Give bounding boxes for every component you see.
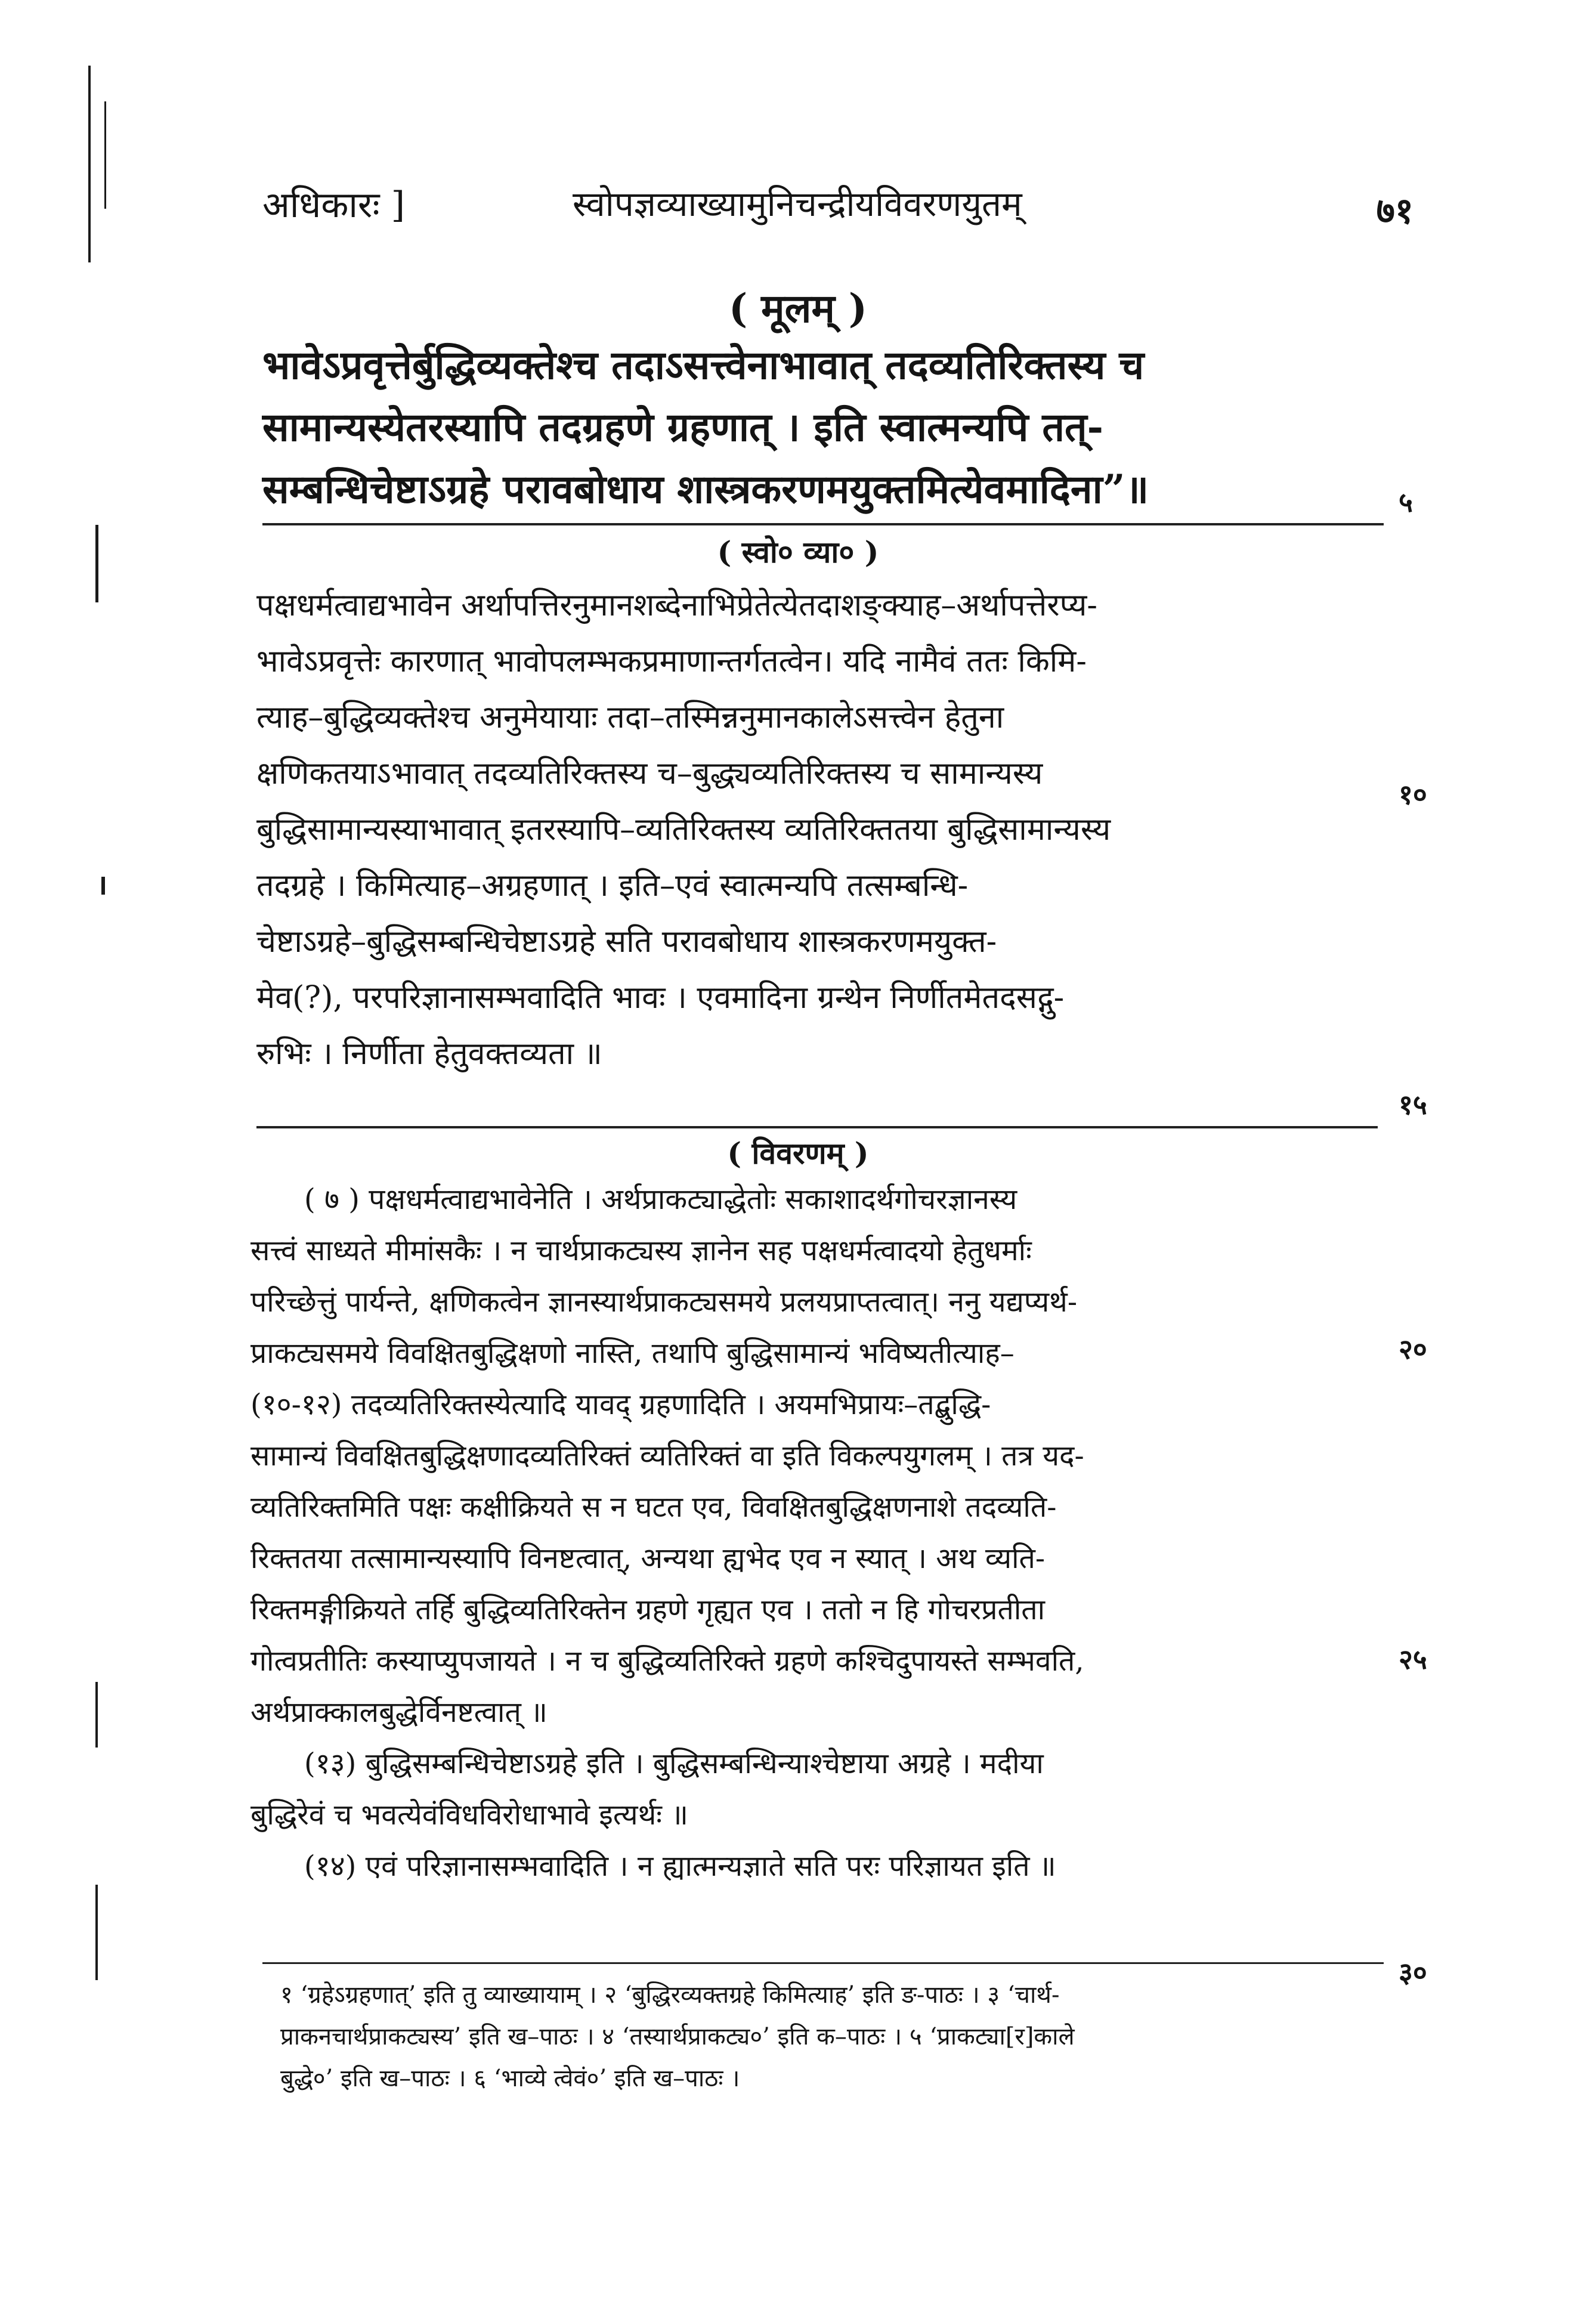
section-divider bbox=[262, 523, 1384, 525]
commentary-line: चेष्टाऽग्रहे–बुद्धिसम्बन्धिचेष्टाऽग्रहे सति परावबोधाय शास्त्रकरणमयुक्त- bbox=[256, 924, 997, 960]
chapter-label: अधिकारः ] bbox=[262, 184, 406, 226]
commentary-line: बुद्धिसामान्यस्याभावात् इतरस्यापि–व्यतिरिक्तस्य व्यतिरिक्ततया बुद्धिसामान्यस्य bbox=[256, 812, 1111, 848]
vivarana-line: प्राकट्यसमये विवक्षितबुद्धिक्षणो नास्ति, तथापि बुद्धिसामान्यं भविष्यतीत्याह– bbox=[250, 1337, 1014, 1370]
vivarana-line: सामान्यं विवक्षितबुद्धिक्षणादव्यतिरिक्तं व्यतिरिक्तं वा इति विकल्पयुगलम् । तत्र यद- bbox=[250, 1439, 1084, 1473]
footnote-line: बुद्धे०’ इति ख–पाठः । ६ ‘भाव्ये त्वेवं०’ इति ख–पाठः । bbox=[280, 2065, 740, 2092]
mula-verse bbox=[262, 334, 1413, 520]
vivarana-line: रिक्ततया तत्सामान्यस्यापि विनष्टत्वात्, अन्यथा ह्यभेद एव न स्यात् । अथ व्यति- bbox=[250, 1542, 1046, 1575]
commentary-line: पक्षधर्मत्वाद्यभावेन अर्थापत्तिरनुमानशब्देनाभिप्रेतेत्येतदाशङ्क्याह–अर्थापत्तेरप्य- bbox=[256, 587, 1097, 623]
margin-line-number: २५ bbox=[1399, 1643, 1427, 1675]
commentary-heading: ( स्वो० व्या० ) bbox=[717, 534, 879, 570]
footnote-line: १ ‘ग्रहेऽग्रहणात्’ इति तु व्याख्यायाम् । २ ‘बुद्धिरव्यक्तग्रहे किमित्याह’ इति ङ-पाठः । ३ ‘चार्थ- bbox=[280, 1981, 1060, 2009]
commentary-line: तदग्रहे । किमित्याह–अग्रहणात् । इति–एवं स्वात्मन्यपि तत्सम्बन्धि- bbox=[256, 868, 969, 904]
binding-mark bbox=[104, 101, 106, 209]
vivarana-text bbox=[250, 1174, 1419, 1892]
vivarana-line: अर्थप्राक्कालबुद्धेर्विनष्टत्वात् ॥ bbox=[250, 1696, 548, 1729]
commentary-line: भावेऽप्रवृत्तेः कारणात् भावोपलम्भकप्रमाणान्तर्गतत्वेन। यदि नामैवं ततः किमि- bbox=[256, 644, 1087, 679]
vivarana-line: व्यतिरिक्तमिति पक्षः कक्षीक्रियते स न घटत एव, विवक्षितबुद्धिक्षणनाशे तदव्यति- bbox=[250, 1490, 1057, 1524]
vivarana-line: ( ७ ) पक्षधर्मत्वाद्यभावेनेति । अर्थप्राकट्याद्धेतोः सकाशादर्थगोचरज्ञानस्य bbox=[304, 1183, 1017, 1216]
mula-line: भावेऽप्रवृत्तेर्बुद्धिव्यक्तेश्च तदाऽसत्त्वेनाभावात् तदव्यतिरिक्तस्य च bbox=[262, 342, 1145, 388]
vivarana-line: परिच्छेत्तुं पार्यन्ते, क्षणिकत्वेन ज्ञानस्यार्थप्राकट्यसमये प्रलयप्राप्तत्वात्। ननु यद्यप्यर्थ- bbox=[250, 1285, 1078, 1319]
footnote-line: प्राकनचार्थप्राकट्यस्य’ इति ख–पाठः । ४ ‘तस्यार्थप्राकट्य०’ इति क–पाठः । ५ ‘प्राकट्या[र]काले bbox=[280, 2023, 1075, 2051]
binding-mark bbox=[95, 1885, 98, 1980]
margin-line-number: २० bbox=[1399, 1333, 1427, 1365]
binding-mark bbox=[101, 877, 105, 895]
commentary-line: रुभिः । निर्णीता हेतुवक्तव्यता ॥ bbox=[256, 1036, 602, 1072]
mula-line: सम्बन्धिचेष्टाऽग्रहे परावबोधाय शास्त्रकरणमयुक्तमित्येवमादिना”॥ bbox=[262, 466, 1149, 512]
vivarana-line: (१३) बुद्धिसम्बन्धिचेष्टाऽग्रहे इति । बुद्धिसम्बन्धिन्याश्चेष्टाया अग्रहे । मदीया bbox=[304, 1747, 1044, 1780]
margin-line-number: ५ bbox=[1399, 486, 1413, 518]
mula-heading: ( मूलम् ) bbox=[728, 285, 868, 332]
vivarana-line: (१४) एवं परिज्ञानासम्भवादिति । न ह्यात्मन्यज्ञाते सति परः परिज्ञायत इति ॥ bbox=[304, 1850, 1056, 1883]
running-header bbox=[262, 173, 1413, 233]
commentary-text bbox=[256, 577, 1419, 1082]
vivarana-line: सत्त्वं साध्यते मीमांसकैः । न चार्थप्राकट्यस्य ज्ञानेन सह पक्षधर्मत्वादयो हेतुधर्माः bbox=[250, 1234, 1032, 1267]
margin-line-number: १० bbox=[1399, 778, 1427, 811]
binding-mark bbox=[95, 1682, 98, 1748]
page-number: ७१ bbox=[1376, 190, 1413, 232]
commentary-line: त्याह–बुद्धिव्यक्तेश्च अनुमेयायाः तदा–तस्मिन्ननुमानकालेऽसत्त्वेन हेतुना bbox=[256, 700, 1004, 735]
vivarana-heading: ( विवरणम् ) bbox=[727, 1136, 869, 1171]
margin-line-number: ३० bbox=[1399, 1956, 1427, 1988]
vivarana-line: बुद्धिरेवं च भवत्येवंविधविरोधाभावे इत्यर्थः ॥ bbox=[250, 1798, 688, 1832]
commentary-line: क्षणिकतयाऽभावात् तदव्यतिरिक्तस्य च–बुद्ध्यव्यतिरिक्तस्य च सामान्यस्य bbox=[256, 756, 1043, 791]
margin-line-number: १५ bbox=[1399, 1088, 1427, 1121]
footnote-divider bbox=[262, 1962, 1384, 1964]
binding-mark bbox=[88, 66, 91, 262]
section-divider bbox=[256, 1126, 1378, 1128]
mula-line: सामान्यस्येतरस्यापि तदग्रहणे ग्रहणात् । इति स्वात्मन्यपि तत्- bbox=[262, 404, 1104, 450]
vivarana-line: गोत्वप्रतीतिः कस्याप्युपजायते । न च बुद्धिव्यतिरिक्ते ग्रहणे कश्चिदुपायस्ते सम्भवति, bbox=[250, 1644, 1084, 1678]
running-title: स्वोपज्ञव्याख्यामुनिचन्द्रीयविवरणयुतम् bbox=[573, 184, 1022, 224]
vivarana-line: रिक्तमङ्गीक्रियते तर्हि बुद्धिव्यतिरिक्तेन ग्रहणे गृह्यत एव । ततो न हि गोचरप्रतीता bbox=[250, 1593, 1046, 1626]
vivarana-line: (१०-१२) तदव्यतिरिक्तस्येत्यादि यावद् ग्रहणादिति । अयमभिप्रायः–तद्बुद्धि- bbox=[250, 1388, 991, 1421]
footnotes bbox=[280, 1974, 1413, 2099]
commentary-line: मेव(?), परपरिज्ञानासम्भवादिति भावः । एवमादिना ग्रन्थेन निर्णीतमेतदसद्गु- bbox=[256, 980, 1065, 1016]
